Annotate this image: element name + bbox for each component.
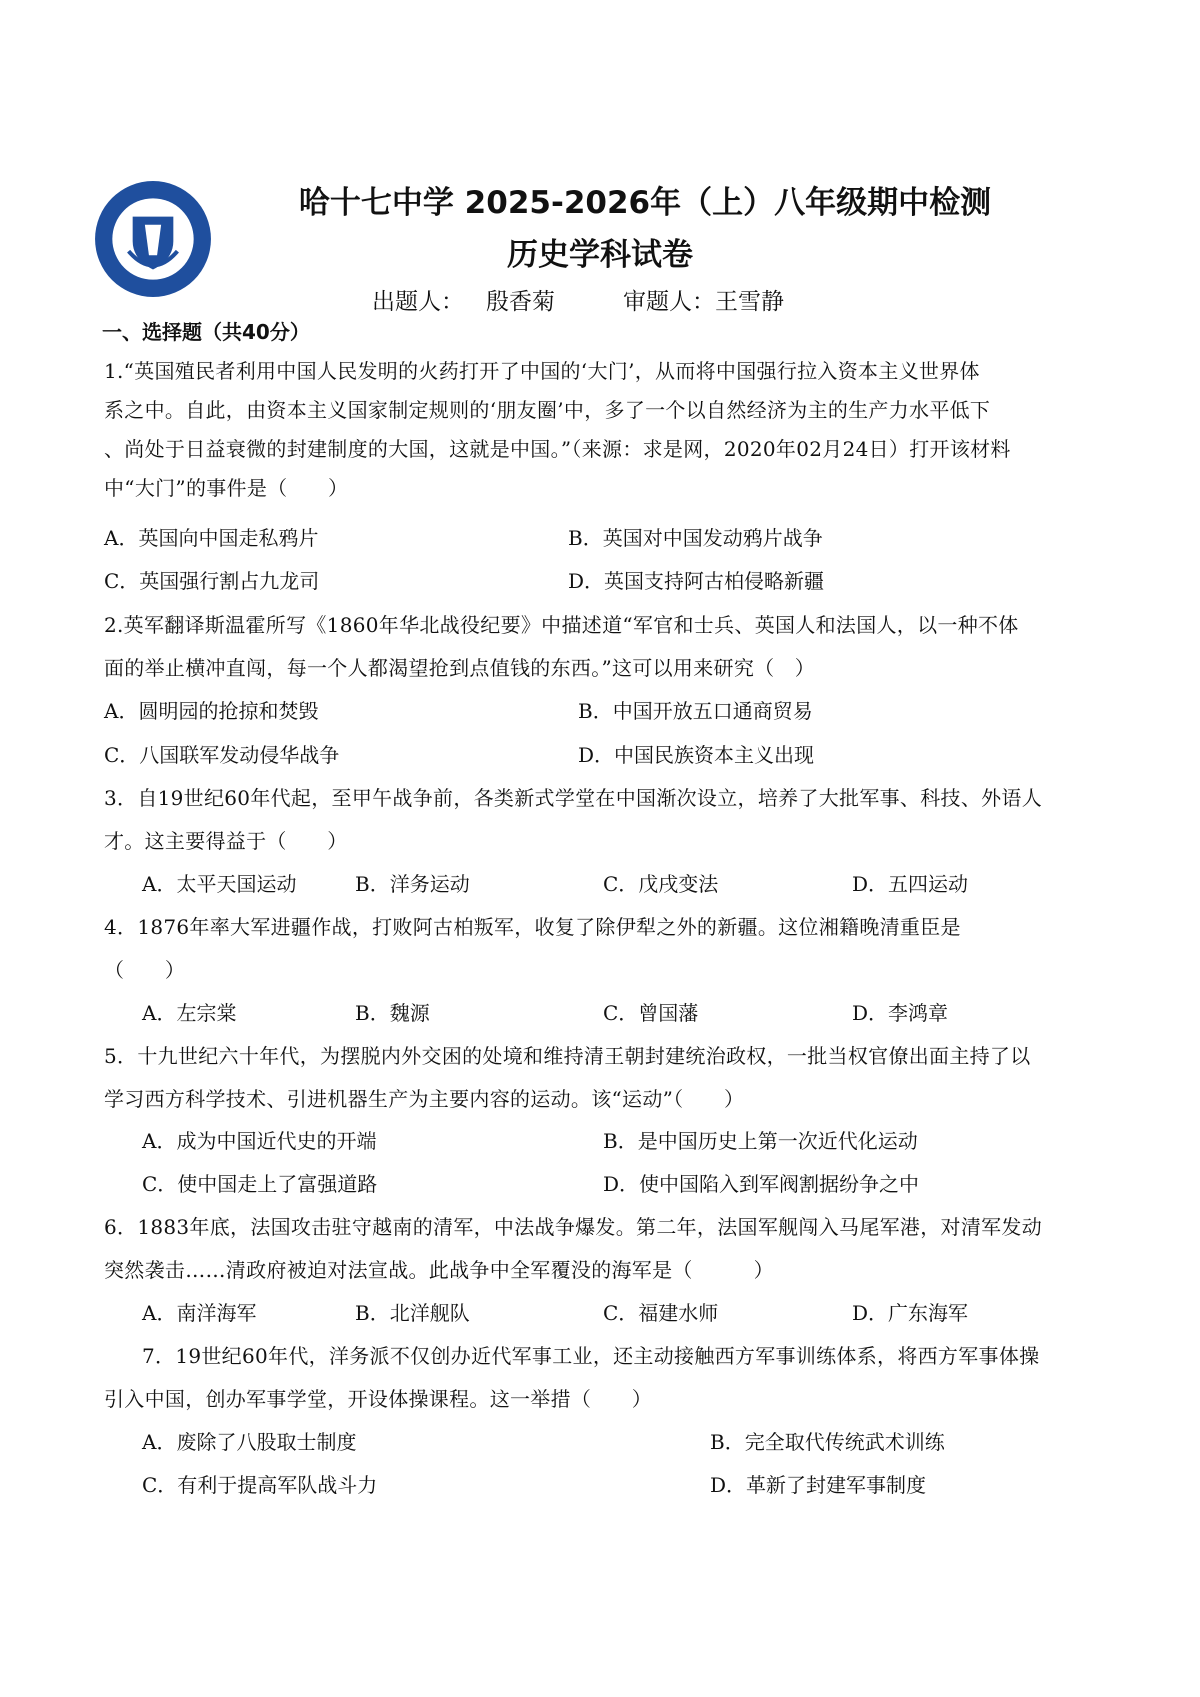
q4-line-1: 4．1876年率大军进疆作战，打败阿古柏叛军，收复了除伊犁之外的新疆。这位湘籍晚清重臣是: [104, 915, 961, 939]
q6-line-1: 6．1883年底，法国攻击驻守越南的清军，中法战争爆发。第二年，法国军舰闯入马尾军港，对清军发动: [104, 1215, 1043, 1239]
setter-label: 出题人：: [372, 289, 464, 315]
q3-option-d: D．五四运动: [852, 872, 969, 896]
q7-option-d: D．革新了封建军事制度: [710, 1473, 927, 1497]
q5-option-a: A．成为中国近代史的开端: [142, 1129, 377, 1153]
q3-option-b: B．洋务运动: [355, 872, 470, 896]
q5-line-1: 5．十九世纪六十年代，为摆脱内外交困的处境和维持清王朝封建统治政权，一批当权官僚出面主持了以: [104, 1044, 1031, 1068]
q1-line-2: 系之中。自此，由资本主义国家制定规则的‘朋友圈’中，多了一个以自然经济为主的生产力水平低下: [104, 398, 991, 422]
exam-subtitle: 历史学科试卷: [507, 237, 693, 273]
q1-line-4: 中“大门”的事件是（ ）: [104, 476, 349, 500]
q1-option-c: C．英国强行割占九龙司: [104, 569, 320, 593]
q1-option-d: D．英国支持阿古柏侵略新疆: [568, 569, 825, 593]
q5-option-b: B．是中国历史上第一次近代化运动: [603, 1129, 918, 1153]
q4-option-a: A．左宗棠: [142, 1001, 237, 1025]
q2-line-2: 面的举止横冲直闯，每一个人都渴望抢到点值钱的东西。”这可以用来研究（ ）: [104, 656, 816, 680]
q7-option-b: B．完全取代传统武术训练: [710, 1430, 945, 1454]
q2-option-d: D．中国民族资本主义出现: [578, 743, 815, 767]
q2-option-c: C．八国联军发动侵华战争: [104, 743, 340, 767]
q4-line-2: （ ）: [104, 958, 186, 982]
q5-option-d: D．使中国陷入到军阀割据纷争之中: [603, 1172, 920, 1196]
q4-option-d: D．李鸿章: [852, 1001, 949, 1025]
q6-option-b: B．北洋舰队: [355, 1301, 470, 1325]
q1-option-a: A．英国向中国走私鸦片: [104, 526, 319, 550]
q7-option-c: C．有利于提高军队战斗力: [142, 1473, 378, 1497]
setter-name: 殷香菊: [485, 289, 555, 315]
reviewer-name: 王雪静: [714, 289, 784, 315]
q2-line-1: 2.英军翻译斯温霍所写《1860年华北战役纪要》中描述道“军官和士兵、英国人和法国人，以一种不体: [104, 613, 1019, 637]
section-heading: 一、选择题（共40分）: [102, 320, 310, 344]
q1-option-b: B．英国对中国发动鸦片战争: [568, 526, 823, 550]
q4-option-b: B．魏源: [355, 1001, 430, 1025]
q2-option-a: A．圆明园的抢掠和焚毁: [104, 699, 319, 723]
reviewer-label: 审题人：: [622, 289, 715, 315]
exam-title: 哈十七中学 2025-2026年（上）八年级期中检测: [298, 185, 992, 221]
q1-line-1: 1.“英国殖民者利用中国人民发明的火药打开了中国的‘大门’，从而将中国强行拉入资本主义世界体: [104, 359, 980, 383]
author-line: [372, 283, 784, 316]
q6-option-d: D．广东海军: [852, 1301, 969, 1325]
q6-option-a: A．南洋海军: [142, 1301, 257, 1325]
q6-line-2: 突然袭击……清政府被迫对法宣战。此战争中全军覆没的海军是（ ）: [104, 1258, 774, 1282]
q7-line-2: 引入中国，创办军事学堂，开设体操课程。这一举措（ ）: [104, 1387, 653, 1411]
q5-option-c: C．使中国走上了富强道路: [142, 1172, 378, 1196]
q7-line-1: 7．19世纪60年代，洋务派不仅创办近代军事工业，还主动接触西方军事训练体系，将西方军事体操: [142, 1344, 1040, 1368]
q6-option-c: C．福建水师: [603, 1301, 719, 1325]
q7-option-a: A．废除了八股取士制度: [142, 1430, 357, 1454]
q3-option-a: A．太平天国运动: [142, 872, 297, 896]
q1-line-3: 、尚处于日益衰微的封建制度的大国，这就是中国。”（来源：求是网，2020年02月24日）打开该材料: [104, 437, 1011, 461]
q4-option-c: C．曾国藩: [603, 1001, 699, 1025]
q2-option-b: B．中国开放五口通商贸易: [578, 699, 813, 723]
q3-line-2: 才。这主要得益于（ ）: [104, 829, 348, 853]
q3-line-1: 3．自19世纪60年代起，至甲午战争前，各类新式学堂在中国渐次设立，培养了大批军事、科技、外语人: [104, 786, 1043, 810]
q5-line-2: 学习西方科学技术、引进机器生产为主要内容的运动。该“运动”（ ）: [104, 1087, 745, 1111]
q3-option-c: C．戊戌变法: [603, 872, 719, 896]
